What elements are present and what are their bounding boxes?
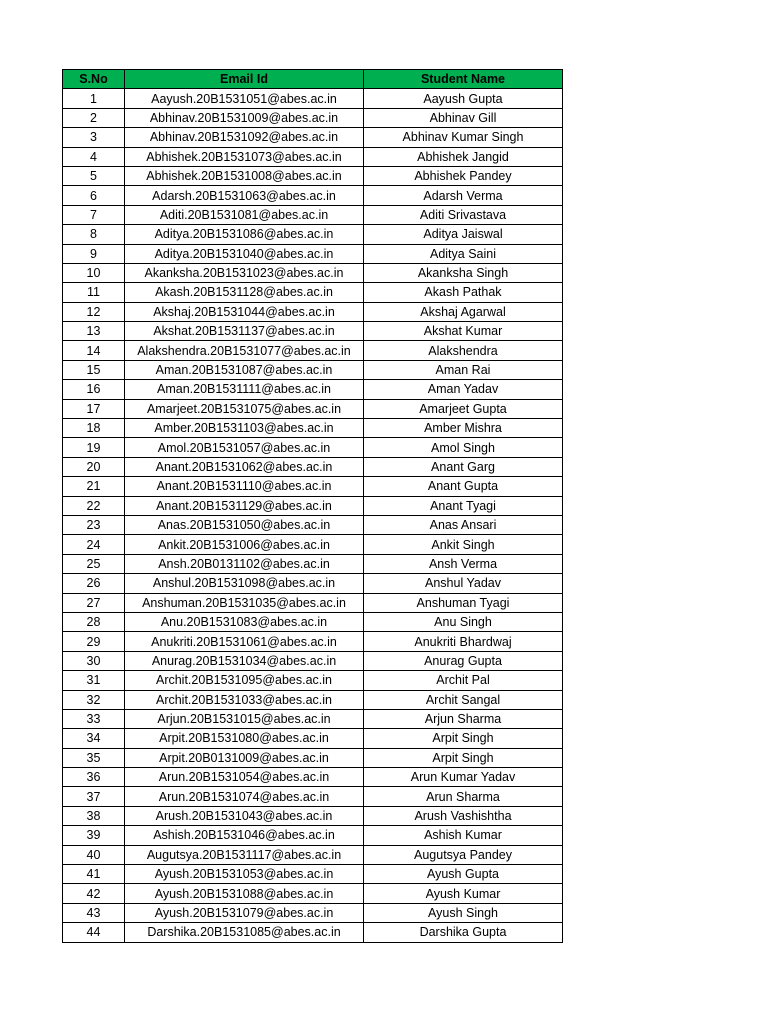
email-cell: Ankit.20B1531006@abes.ac.in <box>125 535 364 554</box>
student-name-cell: Aditya Saini <box>364 244 563 263</box>
student-name-cell: Anshul Yadav <box>364 574 563 593</box>
table-row <box>63 438 563 457</box>
email-cell: Ashish.20B1531046@abes.ac.in <box>125 826 364 845</box>
serial-number-cell: 6 <box>63 186 125 205</box>
table-row <box>63 574 563 593</box>
email-cell: Akshaj.20B1531044@abes.ac.in <box>125 302 364 321</box>
table-row <box>63 225 563 244</box>
email-cell: Abhinav.20B1531092@abes.ac.in <box>125 128 364 147</box>
email-cell: Anurag.20B1531034@abes.ac.in <box>125 651 364 670</box>
student-name-cell: Akash Pathak <box>364 283 563 302</box>
table-row <box>63 128 563 147</box>
email-cell: Amarjeet.20B1531075@abes.ac.in <box>125 399 364 418</box>
student-name-cell: Augutsya Pandey <box>364 845 563 864</box>
table-row <box>63 419 563 438</box>
table-row <box>63 166 563 185</box>
table-row <box>63 108 563 127</box>
serial-number-cell: 33 <box>63 709 125 728</box>
email-cell: Amber.20B1531103@abes.ac.in <box>125 419 364 438</box>
email-cell: Archit.20B1531033@abes.ac.in <box>125 690 364 709</box>
table-row <box>63 322 563 341</box>
serial-number-cell: 30 <box>63 651 125 670</box>
serial-number-cell: 23 <box>63 515 125 534</box>
email-cell: Anant.20B1531062@abes.ac.in <box>125 457 364 476</box>
serial-number-cell: 9 <box>63 244 125 263</box>
student-name-cell: Darshika Gupta <box>364 923 563 942</box>
email-cell: Aditi.20B1531081@abes.ac.in <box>125 205 364 224</box>
serial-number-cell: 26 <box>63 574 125 593</box>
serial-number-cell: 36 <box>63 768 125 787</box>
table-row <box>63 923 563 942</box>
student-name-cell: Arun Kumar Yadav <box>364 768 563 787</box>
email-cell: Akash.20B1531128@abes.ac.in <box>125 283 364 302</box>
table-header-row <box>63 70 563 89</box>
serial-number-cell: 15 <box>63 360 125 379</box>
table-row <box>63 457 563 476</box>
serial-number-cell: 4 <box>63 147 125 166</box>
student-name-cell: Aditya Jaiswal <box>364 225 563 244</box>
serial-number-cell: 21 <box>63 477 125 496</box>
table-row <box>63 593 563 612</box>
serial-number-cell: 27 <box>63 593 125 612</box>
email-cell: Alakshendra.20B1531077@abes.ac.in <box>125 341 364 360</box>
serial-number-cell: 24 <box>63 535 125 554</box>
email-cell: Anant.20B1531110@abes.ac.in <box>125 477 364 496</box>
table-row <box>63 380 563 399</box>
student-name-cell: Amol Singh <box>364 438 563 457</box>
serial-number-cell: 28 <box>63 612 125 631</box>
serial-number-cell: 16 <box>63 380 125 399</box>
student-name-cell: Alakshendra <box>364 341 563 360</box>
email-cell: Aman.20B1531111@abes.ac.in <box>125 380 364 399</box>
student-name-cell: Arush Vashishtha <box>364 806 563 825</box>
student-name-cell: Abhinav Kumar Singh <box>364 128 563 147</box>
table-row <box>63 496 563 515</box>
table-row <box>63 147 563 166</box>
student-table-container <box>62 69 563 943</box>
table-row <box>63 399 563 418</box>
student-name-cell: Ayush Kumar <box>364 884 563 903</box>
student-name-cell: Akshat Kumar <box>364 322 563 341</box>
student-name-cell: Archit Pal <box>364 671 563 690</box>
student-name-cell: Ayush Gupta <box>364 865 563 884</box>
serial-number-cell: 22 <box>63 496 125 515</box>
table-row <box>63 787 563 806</box>
table-row <box>63 554 563 573</box>
email-cell: Arun.20B1531074@abes.ac.in <box>125 787 364 806</box>
table-row <box>63 632 563 651</box>
serial-number-cell: 39 <box>63 826 125 845</box>
serial-number-cell: 20 <box>63 457 125 476</box>
student-name-cell: Arun Sharma <box>364 787 563 806</box>
student-name-cell: Amarjeet Gupta <box>364 399 563 418</box>
student-name-cell: Aditi Srivastava <box>364 205 563 224</box>
student-name-cell: Aman Rai <box>364 360 563 379</box>
student-name-cell: Archit Sangal <box>364 690 563 709</box>
student-name-cell: Abhishek Pandey <box>364 166 563 185</box>
email-cell: Ayush.20B1531079@abes.ac.in <box>125 903 364 922</box>
serial-number-cell: 17 <box>63 399 125 418</box>
email-cell: Arpit.20B0131009@abes.ac.in <box>125 748 364 767</box>
column-header-student-name: Student Name <box>364 70 563 89</box>
email-cell: Anukriti.20B1531061@abes.ac.in <box>125 632 364 651</box>
student-name-cell: Aman Yadav <box>364 380 563 399</box>
student-name-cell: Anurag Gupta <box>364 651 563 670</box>
email-cell: Arush.20B1531043@abes.ac.in <box>125 806 364 825</box>
email-cell: Akshat.20B1531137@abes.ac.in <box>125 322 364 341</box>
table-row <box>63 244 563 263</box>
email-cell: Ayush.20B1531088@abes.ac.in <box>125 884 364 903</box>
table-row <box>63 283 563 302</box>
serial-number-cell: 42 <box>63 884 125 903</box>
column-header-serial-number: S.No <box>63 70 125 89</box>
email-cell: Anu.20B1531083@abes.ac.in <box>125 612 364 631</box>
email-cell: Aayush.20B1531051@abes.ac.in <box>125 89 364 108</box>
serial-number-cell: 1 <box>63 89 125 108</box>
email-cell: Aditya.20B1531040@abes.ac.in <box>125 244 364 263</box>
student-name-cell: Anant Garg <box>364 457 563 476</box>
table-row <box>63 709 563 728</box>
email-cell: Anas.20B1531050@abes.ac.in <box>125 515 364 534</box>
table-row <box>63 515 563 534</box>
email-cell: Amol.20B1531057@abes.ac.in <box>125 438 364 457</box>
serial-number-cell: 14 <box>63 341 125 360</box>
email-cell: Abhishek.20B1531073@abes.ac.in <box>125 147 364 166</box>
student-name-cell: Abhinav Gill <box>364 108 563 127</box>
email-cell: Arpit.20B1531080@abes.ac.in <box>125 729 364 748</box>
serial-number-cell: 32 <box>63 690 125 709</box>
table-row <box>63 477 563 496</box>
serial-number-cell: 43 <box>63 903 125 922</box>
student-name-cell: Amber Mishra <box>364 419 563 438</box>
table-row <box>63 690 563 709</box>
email-cell: Arun.20B1531054@abes.ac.in <box>125 768 364 787</box>
email-cell: Aman.20B1531087@abes.ac.in <box>125 360 364 379</box>
email-cell: Abhishek.20B1531008@abes.ac.in <box>125 166 364 185</box>
student-name-cell: Akanksha Singh <box>364 263 563 282</box>
serial-number-cell: 41 <box>63 865 125 884</box>
table-row <box>63 729 563 748</box>
email-cell: Adarsh.20B1531063@abes.ac.in <box>125 186 364 205</box>
serial-number-cell: 11 <box>63 283 125 302</box>
table-row <box>63 535 563 554</box>
student-name-cell: Anu Singh <box>364 612 563 631</box>
student-name-cell: Anant Gupta <box>364 477 563 496</box>
student-name-cell: Ankit Singh <box>364 535 563 554</box>
serial-number-cell: 37 <box>63 787 125 806</box>
serial-number-cell: 12 <box>63 302 125 321</box>
table-row <box>63 89 563 108</box>
serial-number-cell: 44 <box>63 923 125 942</box>
student-name-cell: Arjun Sharma <box>364 709 563 728</box>
serial-number-cell: 8 <box>63 225 125 244</box>
table-row <box>63 341 563 360</box>
table-row <box>63 360 563 379</box>
email-cell: Ayush.20B1531053@abes.ac.in <box>125 865 364 884</box>
student-name-cell: Aayush Gupta <box>364 89 563 108</box>
student-name-cell: Anshuman Tyagi <box>364 593 563 612</box>
table-row <box>63 612 563 631</box>
table-row <box>63 845 563 864</box>
table-row <box>63 263 563 282</box>
student-name-cell: Akshaj Agarwal <box>364 302 563 321</box>
serial-number-cell: 19 <box>63 438 125 457</box>
table-row <box>63 651 563 670</box>
serial-number-cell: 29 <box>63 632 125 651</box>
student-name-cell: Abhishek Jangid <box>364 147 563 166</box>
student-name-cell: Anas Ansari <box>364 515 563 534</box>
student-name-cell: Arpit Singh <box>364 748 563 767</box>
column-header-email-id: Email Id <box>125 70 364 89</box>
table-row <box>63 748 563 767</box>
email-cell: Aditya.20B1531086@abes.ac.in <box>125 225 364 244</box>
serial-number-cell: 38 <box>63 806 125 825</box>
serial-number-cell: 5 <box>63 166 125 185</box>
serial-number-cell: 18 <box>63 419 125 438</box>
serial-number-cell: 10 <box>63 263 125 282</box>
email-cell: Archit.20B1531095@abes.ac.in <box>125 671 364 690</box>
student-name-cell: Adarsh Verma <box>364 186 563 205</box>
email-cell: Akanksha.20B1531023@abes.ac.in <box>125 263 364 282</box>
serial-number-cell: 34 <box>63 729 125 748</box>
table-row <box>63 768 563 787</box>
email-cell: Abhinav.20B1531009@abes.ac.in <box>125 108 364 127</box>
serial-number-cell: 2 <box>63 108 125 127</box>
table-row <box>63 865 563 884</box>
table-row <box>63 186 563 205</box>
table-row <box>63 826 563 845</box>
serial-number-cell: 13 <box>63 322 125 341</box>
email-cell: Anshul.20B1531098@abes.ac.in <box>125 574 364 593</box>
serial-number-cell: 25 <box>63 554 125 573</box>
table-body <box>63 89 563 942</box>
email-cell: Arjun.20B1531015@abes.ac.in <box>125 709 364 728</box>
student-name-cell: Anukriti Bhardwaj <box>364 632 563 651</box>
student-name-cell: Anant Tyagi <box>364 496 563 515</box>
student-name-cell: Ayush Singh <box>364 903 563 922</box>
student-table <box>62 69 563 943</box>
serial-number-cell: 31 <box>63 671 125 690</box>
table-row <box>63 806 563 825</box>
student-name-cell: Ashish Kumar <box>364 826 563 845</box>
email-cell: Anshuman.20B1531035@abes.ac.in <box>125 593 364 612</box>
serial-number-cell: 7 <box>63 205 125 224</box>
email-cell: Darshika.20B1531085@abes.ac.in <box>125 923 364 942</box>
email-cell: Anant.20B1531129@abes.ac.in <box>125 496 364 515</box>
table-row <box>63 884 563 903</box>
table-row <box>63 671 563 690</box>
email-cell: Augutsya.20B1531117@abes.ac.in <box>125 845 364 864</box>
email-cell: Ansh.20B0131102@abes.ac.in <box>125 554 364 573</box>
table-row <box>63 205 563 224</box>
table-row <box>63 302 563 321</box>
serial-number-cell: 3 <box>63 128 125 147</box>
table-row <box>63 903 563 922</box>
serial-number-cell: 35 <box>63 748 125 767</box>
student-name-cell: Ansh Verma <box>364 554 563 573</box>
serial-number-cell: 40 <box>63 845 125 864</box>
student-name-cell: Arpit Singh <box>364 729 563 748</box>
